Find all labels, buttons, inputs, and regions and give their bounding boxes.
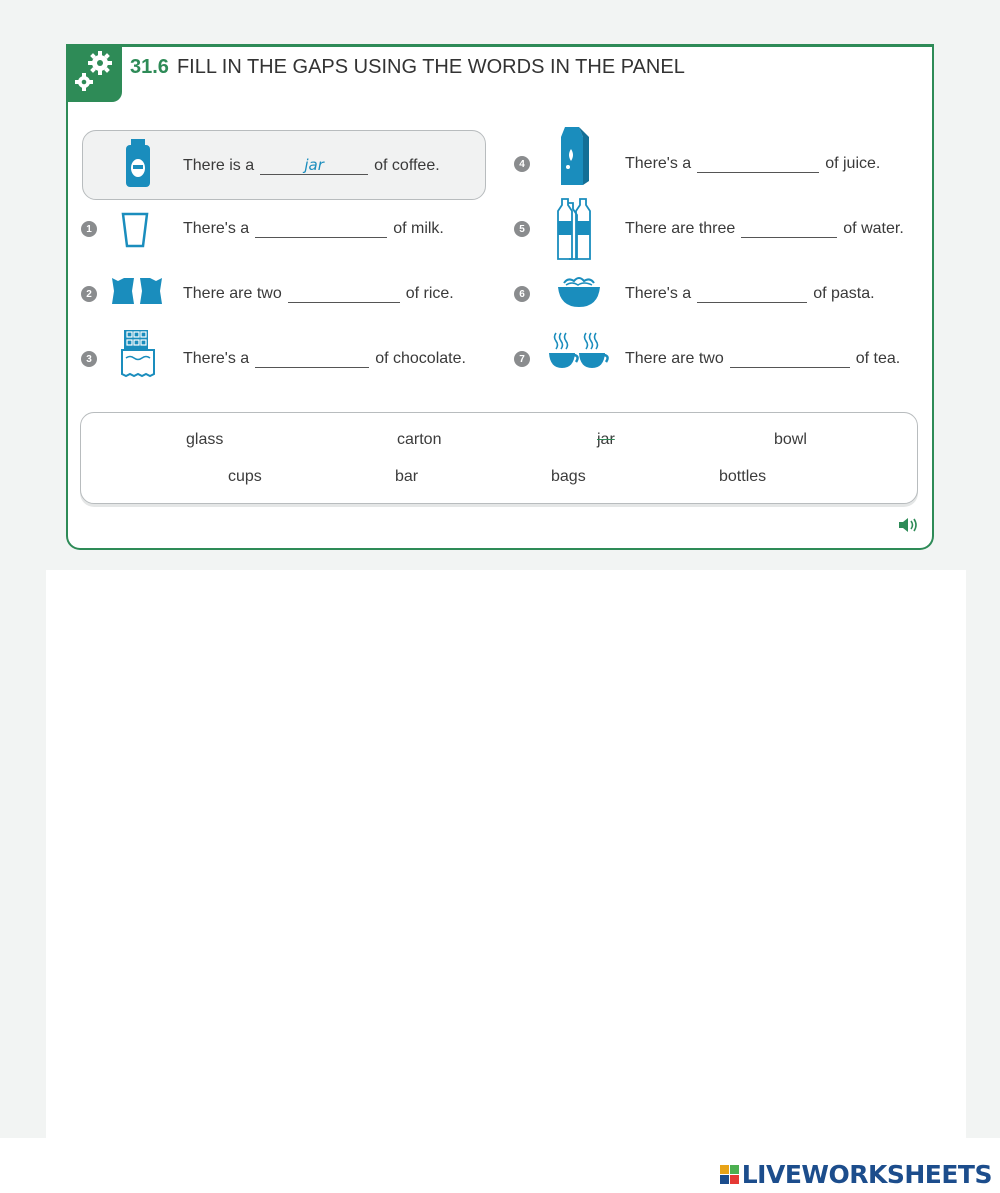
item-5-before: There are three	[625, 220, 736, 237]
item-6-after: of pasta.	[813, 285, 875, 302]
item-number-2: 2	[81, 286, 97, 302]
item-7-before: There are two	[625, 350, 724, 367]
example-after-text: of coffee.	[374, 157, 440, 174]
gears-icon	[70, 48, 118, 96]
item-number-7: 7	[514, 351, 530, 367]
item-1-gap[interactable]	[255, 220, 387, 238]
item-7-gap[interactable]	[730, 350, 850, 368]
example-gap	[260, 157, 368, 175]
word-carton: carton	[397, 431, 442, 448]
gear-badge	[66, 44, 122, 102]
chocolate-bar-icon	[120, 328, 156, 378]
example-before-text: There is a	[183, 157, 255, 174]
item-3-after: of chocolate.	[375, 350, 466, 367]
item-5-gap[interactable]	[741, 220, 837, 238]
item-4-before: There's a	[625, 155, 692, 172]
word-bar: bar	[395, 468, 419, 485]
exercise-number: 31.6	[130, 56, 169, 78]
answer-area	[46, 570, 966, 1138]
item-2-gap[interactable]	[288, 285, 400, 303]
example-answer: jar	[304, 156, 324, 174]
item-1-after: of milk.	[393, 220, 444, 237]
word-panel	[80, 412, 918, 504]
word-bags: bags	[551, 468, 586, 485]
brand-name: LIVEWORKSHEETS	[741, 1160, 992, 1189]
item-4-gap[interactable]	[697, 155, 819, 173]
word-cups: cups	[228, 468, 262, 485]
item-6-before: There's a	[625, 285, 692, 302]
example-sentence	[183, 146, 440, 186]
item-2-before: There are two	[183, 285, 282, 302]
item-row-7	[625, 339, 900, 379]
item-number-3: 3	[81, 351, 97, 367]
item-4-after: of juice.	[825, 155, 881, 172]
coffee-jar-icon	[124, 139, 152, 189]
item-row-2	[183, 274, 454, 314]
water-bottles-icon	[556, 197, 596, 261]
item-3-before: There's a	[183, 350, 250, 367]
item-row-6	[625, 274, 875, 314]
item-6-gap[interactable]	[697, 285, 807, 303]
juice-carton-icon	[557, 125, 593, 187]
speaker-icon[interactable]	[898, 516, 920, 534]
item-row-5	[625, 209, 904, 249]
card-top-border	[66, 44, 934, 47]
brand-logo	[720, 1160, 992, 1189]
exercise-heading	[130, 56, 685, 79]
item-5-after: of water.	[843, 220, 904, 237]
brand-logo-mark	[720, 1165, 739, 1184]
word-jar-used: jar	[597, 431, 615, 448]
item-7-after: of tea.	[855, 350, 901, 367]
exercise-title: FILL IN THE GAPS USING THE WORDS IN THE PANEL	[176, 56, 685, 78]
item-row-4	[625, 144, 880, 184]
word-bowl: bowl	[774, 431, 807, 448]
item-number-1: 1	[81, 221, 97, 237]
word-glass: glass	[186, 431, 224, 448]
item-number-4: 4	[514, 156, 530, 172]
item-number-6: 6	[514, 286, 530, 302]
item-row-3	[183, 339, 466, 379]
item-row-1	[183, 209, 444, 249]
item-number-5: 5	[514, 221, 530, 237]
item-2-after: of rice.	[405, 285, 454, 302]
pasta-bowl-icon	[556, 273, 602, 309]
rice-bags-icon	[110, 276, 164, 306]
item-3-gap[interactable]	[255, 350, 369, 368]
word-bottles: bottles	[719, 468, 767, 485]
tea-cups-icon	[548, 331, 612, 371]
item-1-before: There's a	[183, 220, 250, 237]
glass-icon	[120, 211, 150, 249]
